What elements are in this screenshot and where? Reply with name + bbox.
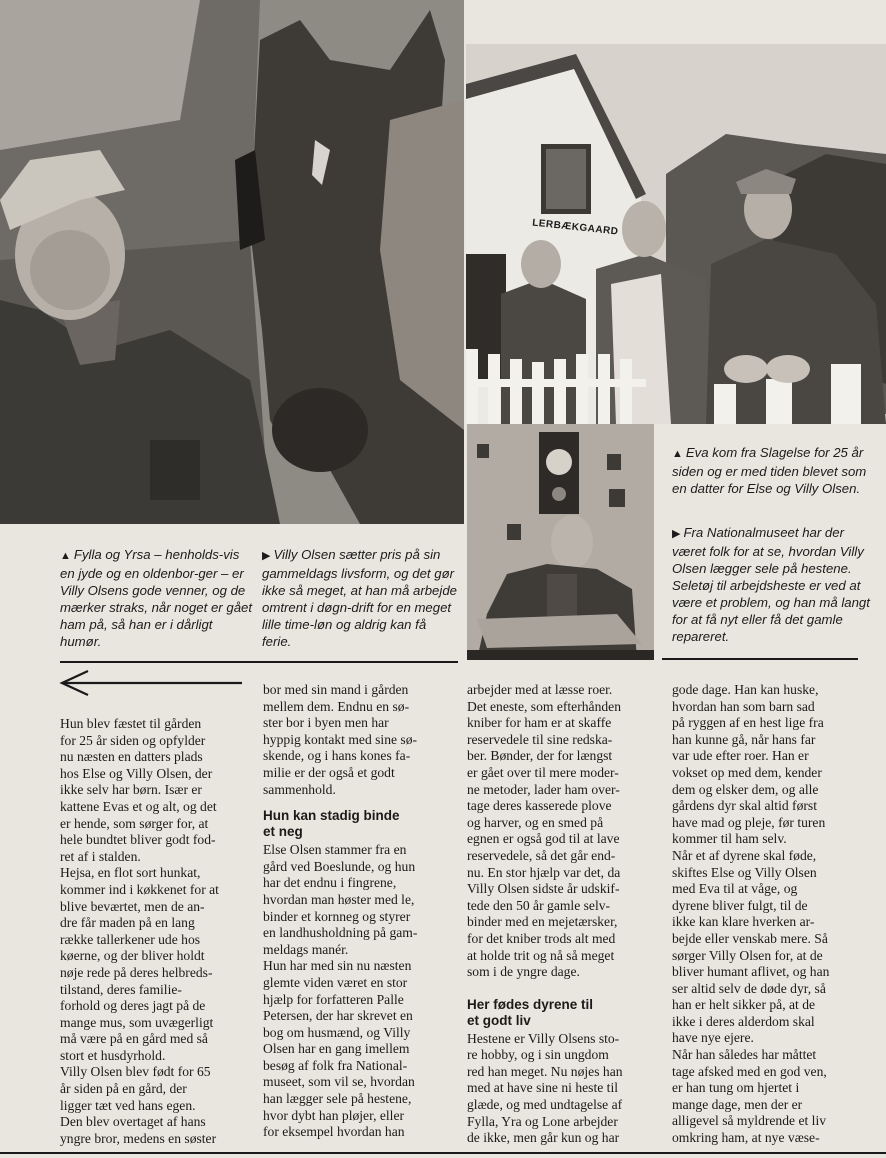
paragraph: Hejsa, en flot sort hunkat, kommer ind i køkkenet for at blive beværtet, men de an- dre får maden på en lang række tallerkener ude hos køerne, og der bliver holdt nøje rede på deres helbreds- tilstand, deres familie- forhold og deres jagt på de mange mus, som uvægerligt må være på en gård med så stort et husdyrhold. xyxy=(60,865,219,1063)
man-with-horse-photo xyxy=(0,0,464,524)
caption-marker-up-icon: ▲ xyxy=(60,550,71,562)
portrait-illustration xyxy=(467,424,654,660)
caption-marker-right-icon: ▶ xyxy=(262,550,271,562)
caption-eva-text: Eva kom fra Slagelse for 25 år siden og er med tiden blevet som en datter for Else og Villy Olsen. xyxy=(672,445,867,496)
article-column-3 xyxy=(467,682,659,1147)
article-column-2 xyxy=(263,682,455,1141)
bottom-rule xyxy=(0,1152,886,1154)
caption-nationalmuseet xyxy=(672,524,872,645)
divider-rule-right xyxy=(662,658,858,660)
man-with-horse-illustration xyxy=(0,0,464,524)
paragraph: Hun blev fæstet til gården for 25 år siden og opfylder nu næsten en datters plads hos Else og Villy Olsen, der ikke selv har børn. Især er kattene Evas et og alt, og det er hende, som sørger for, at hele bundtet bliver godt fod- ret af i stalden. xyxy=(60,716,217,864)
paragraph: Hestene er Villy Olsens sto- re hobby, og i sin ungdom red han meget. Nu nøjes han med at have sine ni heste til glæde, og med undtagelse af Fylla, Yra og Lone arbejder de ikke, men går kun og har xyxy=(467,1030,623,1146)
caption-marker-up-icon: ▲ xyxy=(672,448,683,460)
caption-villy-text: Villy Olsen sætter pris på sin gammeldags livsform, og det gør ikke så meget, at han må arbejde omtrent i døgn-drift for en meget lille time-løn og aldrig kan få ferie. xyxy=(262,547,457,649)
caption-fylla-text: Fylla og Yrsa – henholds-vis en jyde og en oldenbor-ger – er Villy Olsens gode venner, og de mærker straks, når noget er gået ham på, så han er i dårligt humør. xyxy=(60,547,253,649)
paragraph: Når et af dyrene skal føde, skiftes Else og Villy Olsen med Eva til at våge, og dyrene bliver fulgt, til de ikke kan klare hverken ar- bejde eller venskab mere. Så sørger Villy Olsen for, at de bliver humant aflivet, og han ser altid selv de døde dyr, så han er helt sikker på, at de ikke i deres alderdom skal have nye ejere. xyxy=(672,847,830,1046)
man-by-wall-clock-photo xyxy=(467,424,654,660)
paragraph: Villy Olsen blev født for 65 år siden på en gård, der ligger tæt ved hans egen. Den blev overtaget af hans yngre bror, medens en søster xyxy=(60,1064,217,1146)
paragraph: arbejder med at læsse roer. Det eneste, som efterhånden kniber for ham er at skaffe reservedele til sine redska- ber. Bønder, der for længst er gået over til mere moder- ne metoder, lader ham over- tage deres kasserede plove og harver, og en smed på egnen er også god til at lave reservedele, så det går end- nu. En stor hjælp var det, da Villy Olsen sidste år udskif- tede den 50 år gamle selv- binder med en mejetærsker, for det kniber trods alt med at holde trit og nå så meget som i de yngre dage. xyxy=(467,682,621,980)
article-column-4 xyxy=(672,682,864,1147)
article-column-1 xyxy=(60,716,250,1147)
caption-villy-olsen xyxy=(262,546,458,650)
subheading-binde-neg: Hun kan stadig binde et neg xyxy=(263,808,400,840)
caption-eva xyxy=(672,444,872,497)
subheading-dyrene: Her fødes dyrene til et godt liv xyxy=(467,996,594,1028)
paragraph: Else Olsen stammer fra en gård ved Boeslunde, og hun har det endnu i fingrene, hvordan man høster med le, binder et kornneg og styrer en landhusholdning på gam- meldags manér. xyxy=(263,842,418,957)
paragraph: gode dage. Han kan huske, hvordan han som barn sad på ryggen af en hest lige fra han kunne gå, når hans far var ude efter roer. Han er vokset op med dem, kender dem og elsker dem, og alle gårdens dyr skal altid først have mad og pleje, før turen kommer til ham selv. xyxy=(672,682,826,847)
farmhouse-family-photo xyxy=(466,44,886,424)
farmhouse-illustration xyxy=(466,44,886,424)
paragraph: Hun har med sin nu næsten glemte viden været en stor hjælp for forfatteren Palle Petersen, der har skrevet en bog om husmænd, og Villy Olsen har en gang imellem besøg af folk fra National- museet, som vil se, hvordan han lægger sele på hestene, hvor dybt han pløjer, eller for eksempel hvordan han xyxy=(263,958,415,1140)
continuation-arrow-icon xyxy=(58,668,244,698)
caption-marker-right-icon: ▶ xyxy=(672,528,681,540)
paragraph: bor med sin mand i gården mellem dem. Endnu en sø- ster bor i byen men har hyppig kontakt med sine sø- skende, og i hans kones fa- milie er der også et godt sammenhold. xyxy=(263,682,418,797)
divider-rule-left xyxy=(60,661,458,663)
caption-museum-text: Fra Nationalmuseet har der været folk for at se, hvordan Villy Olsen lægger sele på hestene. Seletøj til arbejdsheste er ved at være et problem, og han må langt for at få nyt eller få det gamle repareret. xyxy=(672,525,870,644)
caption-fylla-yrsa xyxy=(60,546,256,650)
farm-sign-text: LERBÆKGAARD xyxy=(531,217,619,238)
paragraph: Når han således har måttet tage afsked med en god ven, er han tung om hjertet i mange dage, men der er alligevel så myldrende et liv omkring ham, at nye væse- xyxy=(672,1047,827,1146)
